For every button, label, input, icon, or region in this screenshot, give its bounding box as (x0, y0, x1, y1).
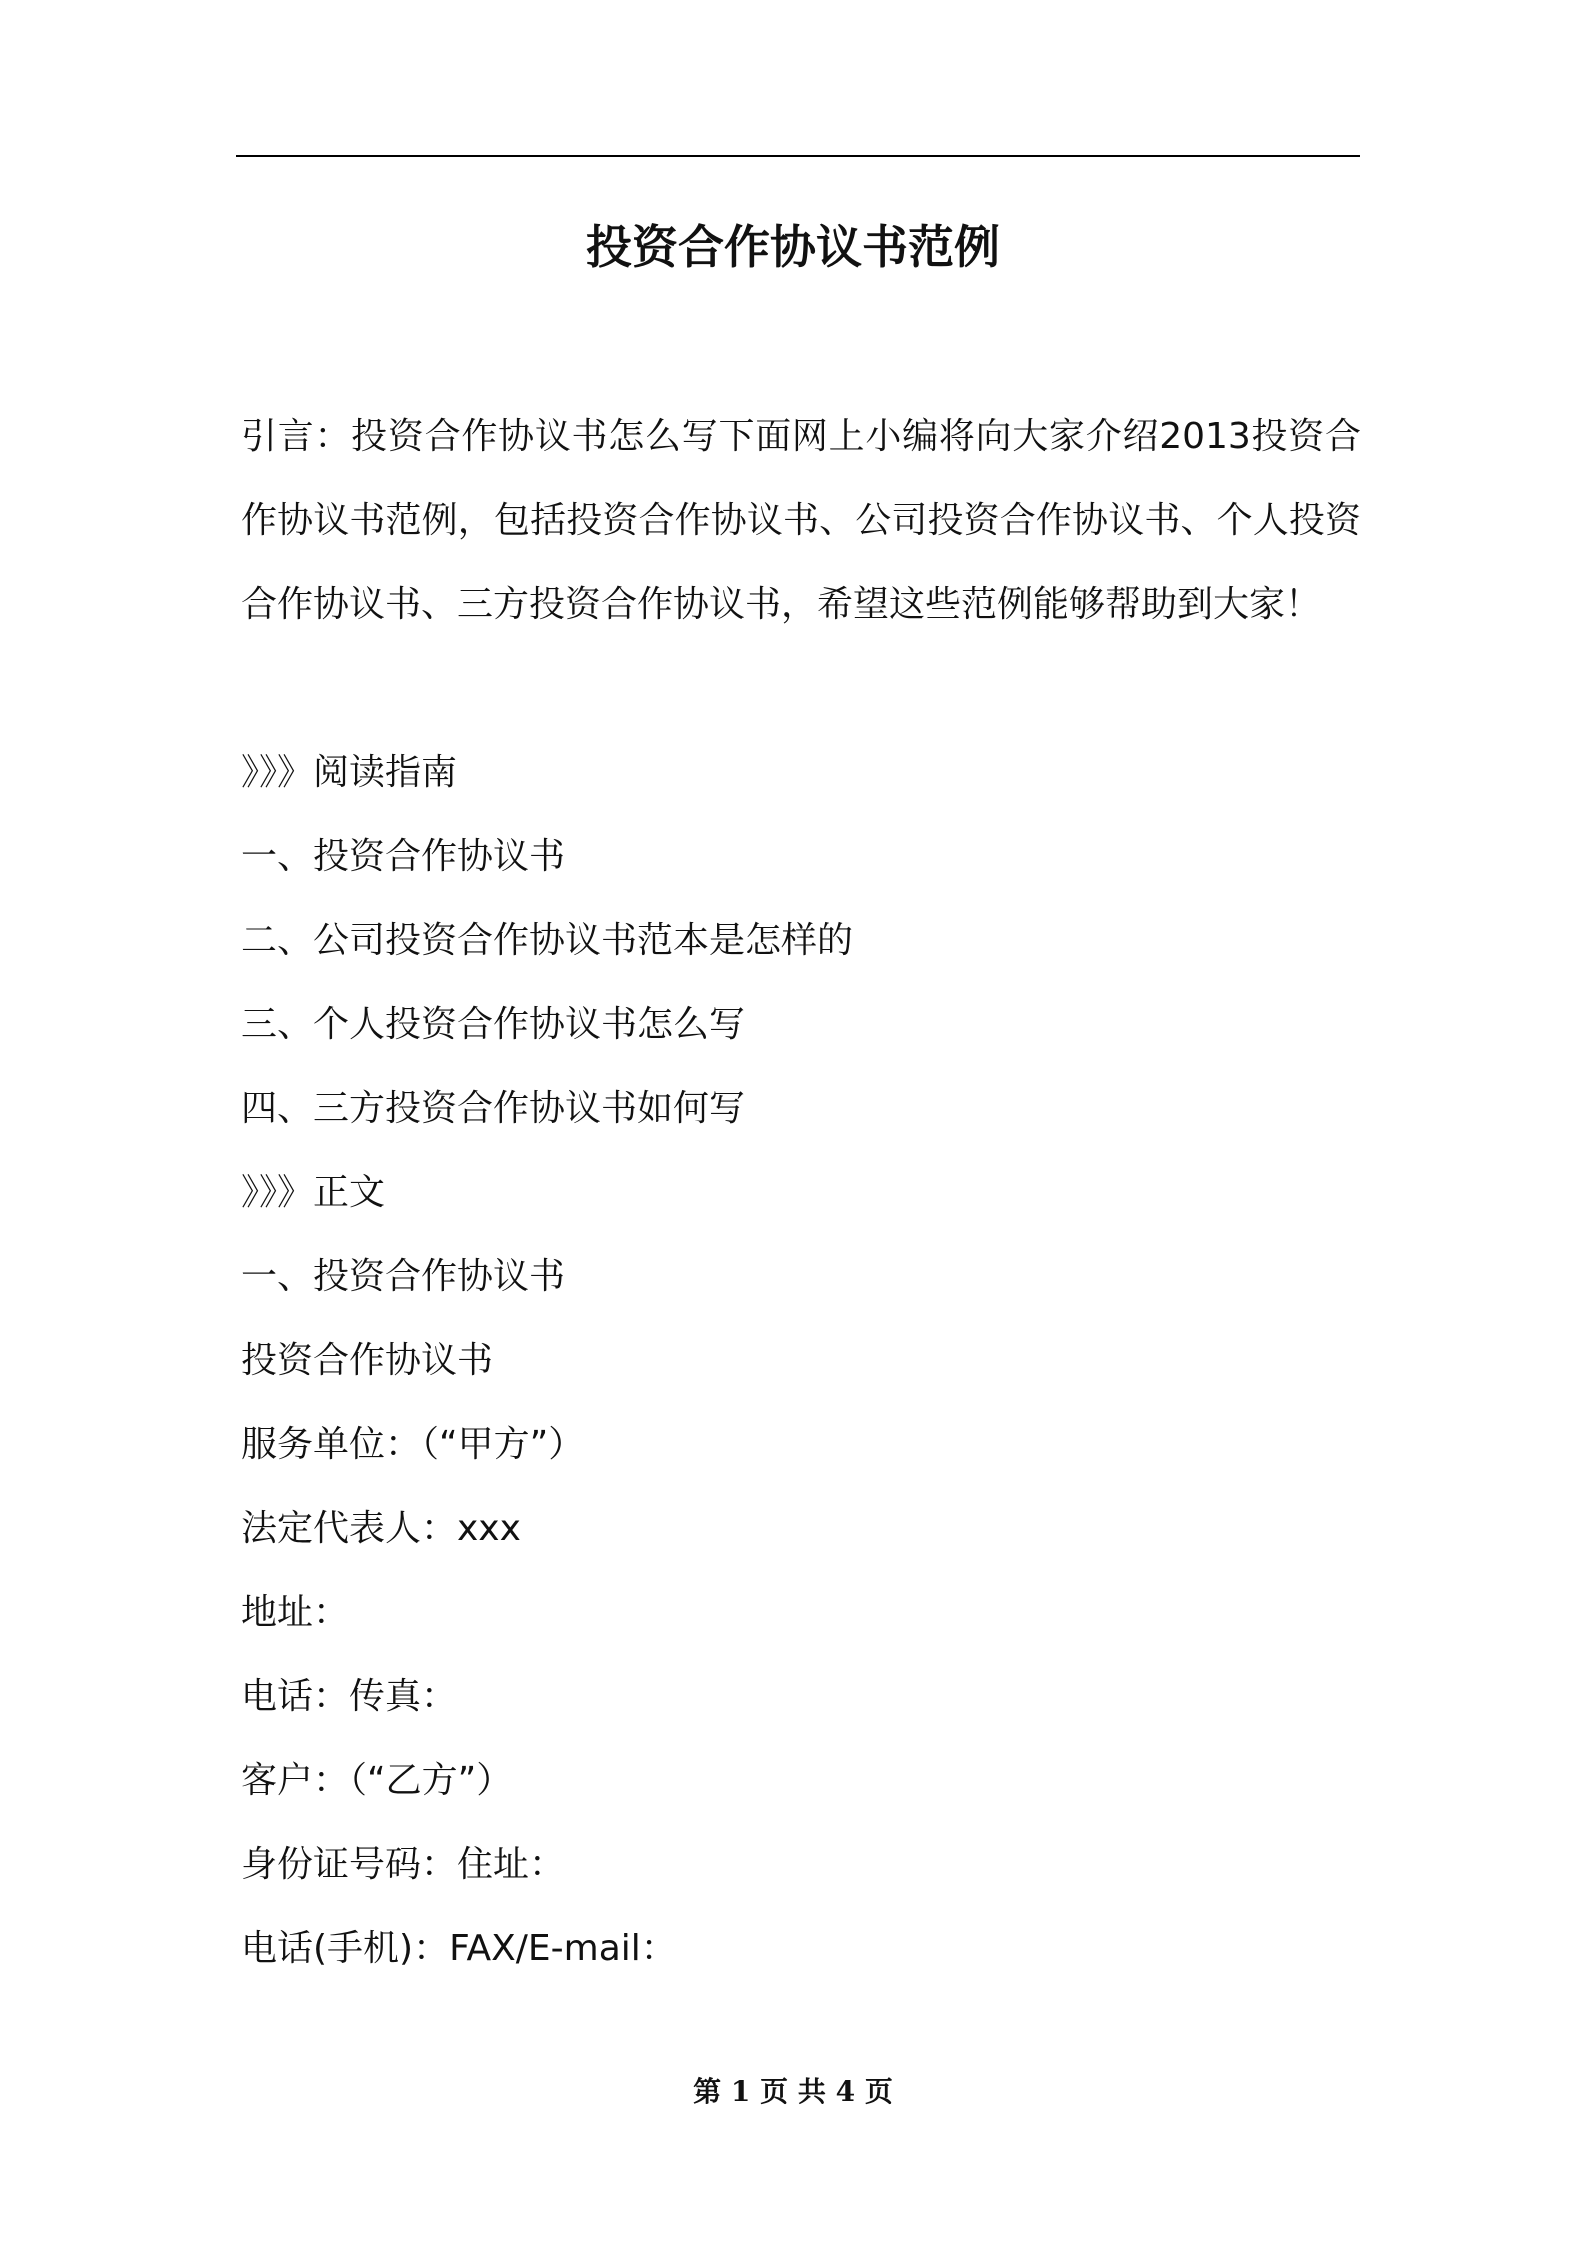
agreement-name: 投资合作协议书 (241, 1340, 494, 1381)
party-a-field: 服务单位：（“甲方”） (241, 1424, 585, 1465)
mobile-fax-email-field: 电话(手机)：FAX/E-mail： (241, 1928, 677, 1969)
guide-item-1: 一、投资合作协议书 (241, 836, 566, 877)
guide-item-4: 四、三方投资合作协议书如何写 (241, 1088, 746, 1129)
document-title: 投资合作协议书范例 (586, 220, 1000, 274)
phone-fax-field: 电话：传真： (241, 1676, 458, 1717)
intro-paragraph: 引言：投资合作协议书怎么写下面网上小编将向大家介绍2013投资合作协议书范例，包括投资合作协议书、公司投资合作协议书、个人投资合作协议书、三方投资合作协议书，希望这些范例能够帮助到大家！ (241, 416, 1361, 625)
guide-item-2: 二、公司投资合作协议书范本是怎样的 (241, 920, 854, 961)
header-rule (236, 155, 1360, 157)
page-number: 第 1 页 共 4 页 (693, 2075, 893, 2108)
body-heading: 》》》正文 (241, 1172, 386, 1213)
guide-heading: 》》》阅读指南 (241, 752, 458, 793)
address-field: 地址： (241, 1592, 350, 1633)
legal-representative-field: 法定代表人：xxx (241, 1508, 521, 1549)
document-body (241, 731, 1361, 1991)
guide-item-3: 三、个人投资合作协议书怎么写 (241, 1004, 746, 1045)
section-heading: 一、投资合作协议书 (241, 1256, 566, 1297)
id-address-field: 身份证号码：住址： (241, 1844, 566, 1885)
party-b-field: 客户：（“乙方”） (241, 1760, 513, 1801)
